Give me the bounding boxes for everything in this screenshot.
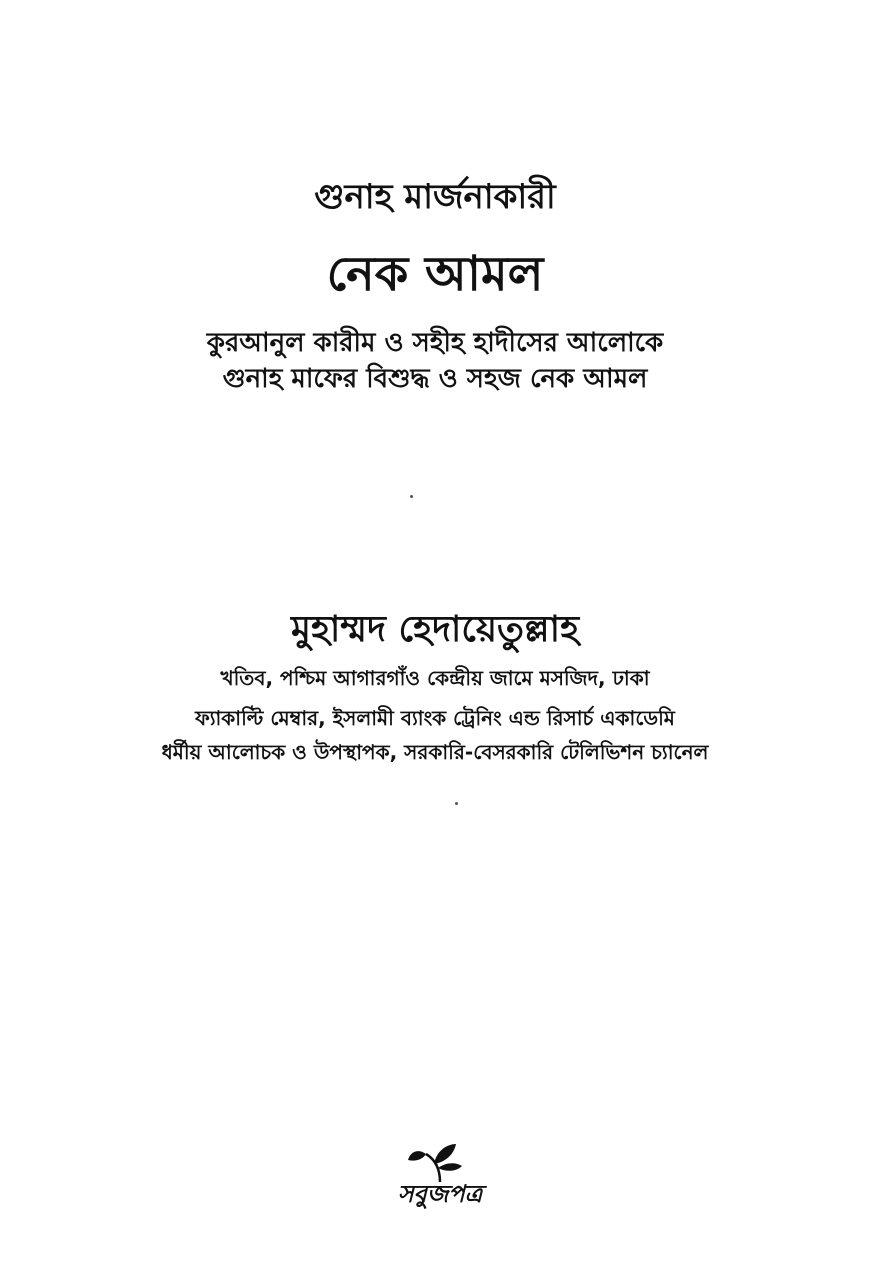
author-credential-2: ফ্যাকাল্টি মেম্বার, ইসলামী ব্যাংক ট্রেনিং এন্ড রিসার্চ একাডেমি <box>195 706 675 730</box>
print-speck <box>455 802 458 805</box>
publisher-logo <box>390 1138 490 1218</box>
book-title-line-1: গুনাহ মার্জনাকারী <box>314 177 556 217</box>
author-name: মুহাম্মদ হেদায়েতুল্লাহ <box>290 609 580 650</box>
book-subtitle-line-1: কুরআনুল কারীম ও সহীহ হাদীসের আলোকে <box>206 328 664 358</box>
book-subtitle-line-2: গুনাহ মাফের বিশুদ্ধ ও সহজ নেক আমল <box>222 364 648 394</box>
author-credential-3: ধর্মীয় আলোচক ও উপস্থাপক, সরকারি-বেসরকারি টেলিভিশন চ্যানেল <box>161 740 709 764</box>
print-speck <box>410 495 413 498</box>
publisher-name: সবুজপত্র <box>397 1179 483 1208</box>
book-title-line-2: নেক আমল <box>326 246 544 302</box>
author-credential-1: খতিব, পশ্চিম আগারগাঁও কেন্দ্রীয় জামে মসজিদ, ঢাকা <box>220 666 650 690</box>
